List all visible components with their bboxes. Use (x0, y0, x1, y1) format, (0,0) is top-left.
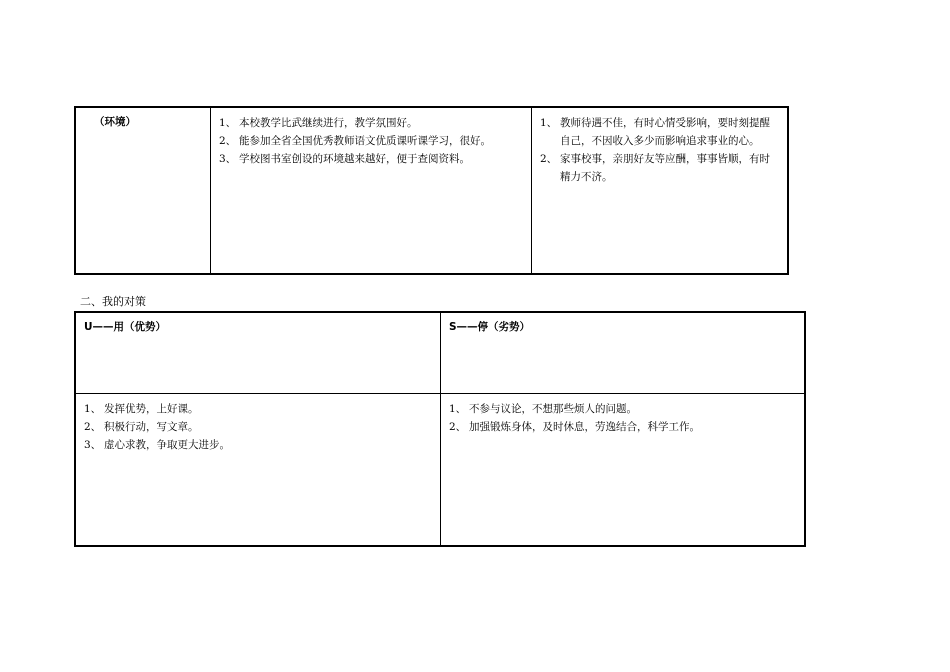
opportunities-cell (211, 108, 532, 273)
list-item (219, 132, 523, 150)
weaknesses-header-cell (441, 313, 804, 393)
list-item (449, 400, 796, 418)
strategy-table (74, 311, 806, 547)
strategy-header-row (76, 313, 804, 394)
list-item (219, 150, 523, 168)
item-text: 家事校事，亲朋好友等应酬，事事皆顺，有时精力不济。 (560, 153, 770, 183)
item-number: 3、 (219, 153, 237, 165)
item-number: 2、 (219, 135, 237, 147)
environment-label-cell (76, 108, 211, 273)
item-number: 1、 (540, 117, 558, 129)
item-number: 1、 (449, 403, 467, 415)
item-text: 发挥优势，上好课。 (104, 403, 199, 415)
strengths-header-cell (76, 313, 441, 393)
list-item (84, 418, 432, 436)
list-item (540, 150, 779, 186)
list-item (449, 418, 796, 436)
item-number: 2、 (540, 153, 558, 165)
environment-label: （环境） (94, 116, 136, 128)
list-item (84, 436, 432, 454)
item-text: 本校教学比武继续进行，教学氛围好。 (239, 117, 418, 129)
item-text: 不参与议论，不想那些烦人的问题。 (469, 403, 637, 415)
item-number: 2、 (449, 421, 467, 433)
item-text: 教师待遇不佳，有时心情受影响，要时刻提醒自己，不因收入多少而影响追求事业的心。 (560, 117, 770, 147)
item-text: 积极行动，写文章。 (104, 421, 199, 433)
item-text: 加强锻炼身体，及时休息，劳逸结合，科学工作。 (469, 421, 700, 433)
weaknesses-cell (441, 394, 804, 545)
strengths-header: U——用（优势） (84, 321, 167, 333)
list-item (84, 400, 432, 418)
section-heading: 二、我的对策 (80, 295, 146, 308)
strengths-cell (76, 394, 441, 545)
item-number: 2、 (84, 421, 102, 433)
strategy-body-row (76, 394, 804, 545)
threats-cell (532, 108, 787, 273)
item-number: 1、 (219, 117, 237, 129)
item-number: 1、 (84, 403, 102, 415)
item-text: 能参加全省全国优秀教师语文优质课听课学习，很好。 (239, 135, 491, 147)
list-item (540, 114, 779, 150)
item-number: 3、 (84, 439, 102, 451)
item-text: 虚心求教，争取更大进步。 (104, 439, 230, 451)
weaknesses-header: S——停（劣势） (449, 321, 531, 333)
list-item (219, 114, 523, 132)
environment-table (74, 106, 789, 275)
item-text: 学校图书室创设的环境越来越好，便于查阅资料。 (239, 153, 470, 165)
